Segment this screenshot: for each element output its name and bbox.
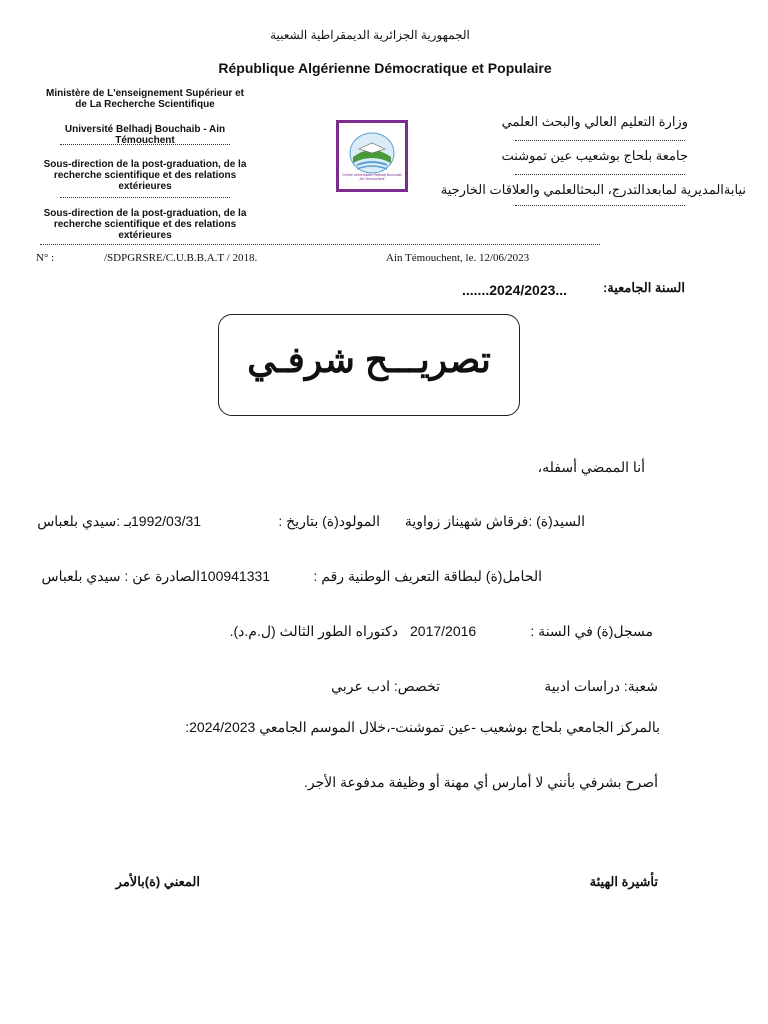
divider	[60, 197, 230, 198]
header-separator	[40, 244, 600, 245]
ar-ministry: وزارة التعليم العالي والبحث العلمي	[501, 114, 688, 129]
specialty: تخصص: ادب عربي	[331, 678, 440, 694]
divider	[515, 205, 685, 206]
center-line: بالمركز الجامعي بلحاج بوشعيب -عين تموشنت-،خلال الموسم الجامعي 2024/2023:	[185, 719, 660, 735]
program-level: دكتوراه الطور الثالث (ل.م.د).	[229, 623, 398, 639]
ar-republic-title: الجمهورية الجزائرية الديمقراطية الشعبية	[270, 28, 470, 42]
divider	[60, 144, 230, 145]
fr-republic-title: République Algérienne Démocratique et Populaire	[218, 60, 552, 76]
fr-subdirection-1: Sous-direction de la post-graduation, de la recherche scientifique et des relations extérieures	[43, 159, 247, 192]
fr-subdirection-2: Sous-direction de la post-graduation, de la recherche scientifique et des relations extérieures	[43, 208, 247, 241]
place-date: Ain Témouchent, le. 12/06/2023	[386, 252, 530, 264]
divider	[515, 174, 685, 175]
ar-university: جامعة بلحاج بوشعيب عين تموشنت	[501, 148, 688, 163]
ar-subdirection: نيابةالمديرية لمابعدالتدرج، البحثالعلمي والعلاقات الخارجية	[440, 182, 746, 197]
declaration-line: أصرح بشرفي بأنني لا أمارس أي مهنة أو وظيفة مدفوعة الأجر.	[303, 774, 658, 790]
reference-number: /SDPGRSRE/C.U.B.B.A.T / 2018.	[104, 252, 258, 264]
fr-ministry: Ministère de L'enseignement Supérieur et de La Recherche Scientifique	[46, 88, 244, 110]
issued-by: الصادرة عن : سيدي بلعباس	[41, 568, 200, 584]
birth-date: 1992/03/31	[131, 513, 202, 529]
birth-place: بـ :سيدي بلعباس	[37, 513, 132, 529]
concerned-signature-label: المعني (ة)بالأمر	[115, 874, 200, 889]
branch: شعبة: دراسات ادبية	[544, 678, 658, 694]
title-box	[218, 314, 520, 416]
enrolled-label: مسجل(ة) في السنة :	[530, 623, 653, 639]
university-logo	[336, 120, 408, 192]
authority-signature-label: تأشيرة الهيئة	[589, 874, 658, 889]
logo-caption: Centre Universitaire Belhadj Bouchaib Ain Temouchent	[342, 173, 402, 181]
divider	[515, 140, 685, 141]
id-number: 100941331	[200, 568, 271, 584]
academic-year-value: .......2024/2023...	[462, 282, 568, 298]
name-line: السيد(ة) :فرقاش شهيناز زواوية	[404, 513, 585, 529]
enrolled-year: 2017/2016	[410, 623, 477, 639]
id-label: الحامل(ة) لبطاقة التعريف الوطنية رقم :	[313, 568, 542, 584]
intro-line: أنا الممضي أسفله،	[537, 459, 645, 475]
birth-label: المولود(ة) بتاريخ :	[278, 513, 380, 529]
document-title: تصريـــح شرفـي	[247, 339, 491, 380]
fr-university: Université Belhadj Bouchaib - Ain Témouchent	[64, 124, 226, 146]
academic-year-label: السنة الجامعية:	[602, 280, 685, 295]
reference-number-label: N° :	[36, 252, 55, 264]
